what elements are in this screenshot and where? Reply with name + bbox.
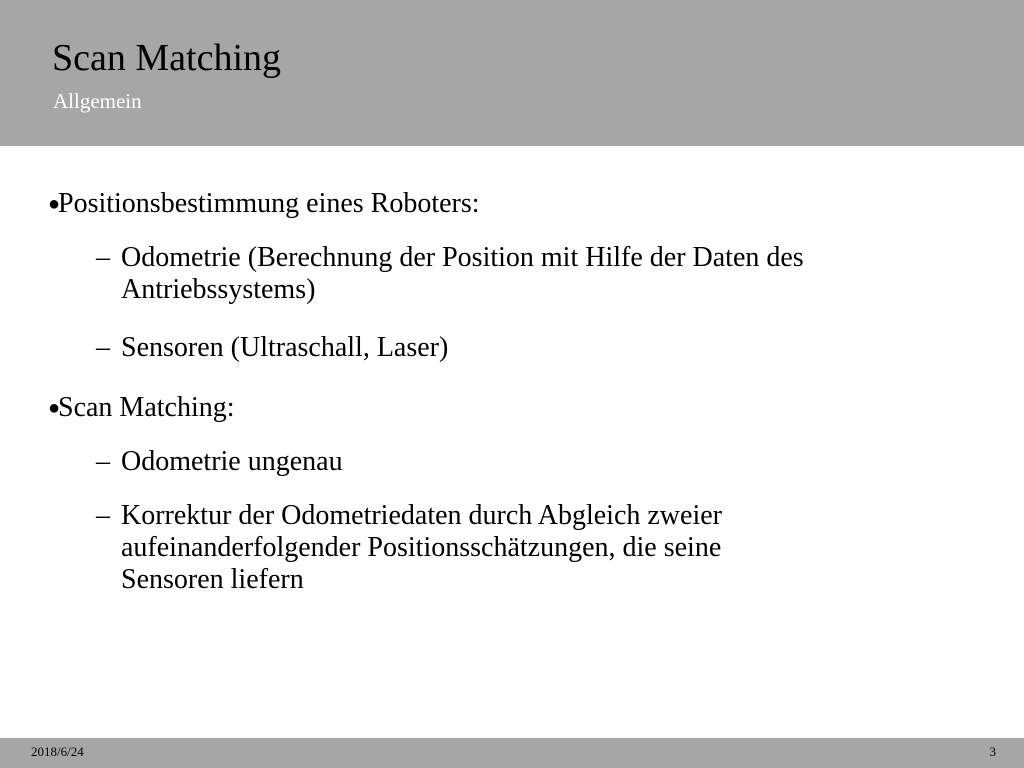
dash-icon: – [96, 500, 110, 531]
page-number: 3 [989, 744, 996, 759]
dash-icon: – [96, 332, 110, 363]
slide-header-bar [0, 0, 1024, 146]
bullet-text: Positionsbestimmung eines Roboters: [58, 188, 480, 219]
dash-icon: – [96, 446, 110, 477]
dash-icon: – [96, 242, 110, 273]
sub-bullet-text: Odometrie ungenau [121, 446, 343, 477]
slide-title: Scan Matching [52, 37, 282, 79]
slide-subtitle: Allgemein [53, 89, 142, 113]
bullet-dot-icon: ● [48, 397, 61, 419]
sub-bullet-text: Korrektur der Odometriedaten durch Abgleich zweier aufeinanderfolgender Positionsschätzungen, die seine Sensoren liefern [121, 500, 722, 595]
slide-footer-bar [0, 738, 1024, 768]
bullet-text: Scan Matching: [58, 392, 235, 423]
sub-bullet-text: Sensoren (Ultraschall, Laser) [121, 332, 449, 363]
footer-date: 2018/6/24 [31, 744, 84, 759]
sub-bullet-text: Odometrie (Berechnung der Position mit Hilfe der Daten des Antriebssystems) [121, 242, 804, 305]
bullet-dot-icon: ● [48, 193, 61, 215]
